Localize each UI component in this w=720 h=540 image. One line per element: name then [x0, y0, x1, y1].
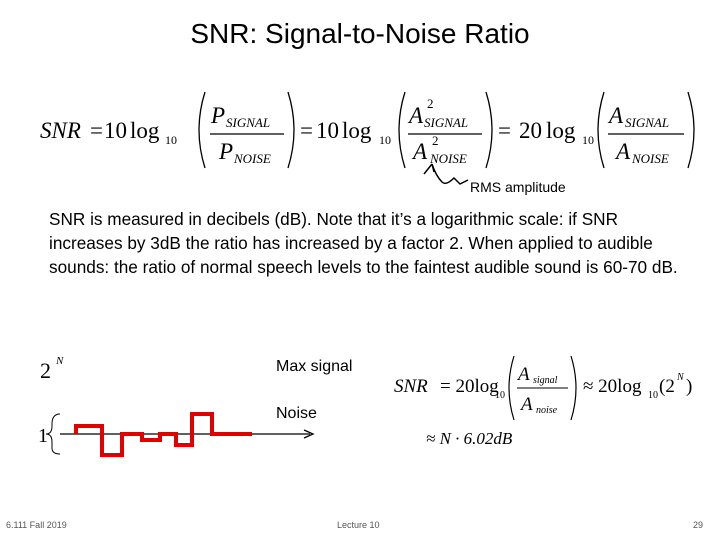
rms-amplitude-label: RMS amplitude — [470, 179, 566, 195]
a-noise-sq: 2 — [432, 133, 439, 148]
a-signal: A — [409, 103, 424, 128]
top-level-label: 2 — [40, 358, 51, 383]
paren-close-2 — [486, 92, 492, 168]
footer-lecture: Lecture 10 — [337, 520, 380, 530]
a-noise-sub: NOISE — [430, 151, 467, 166]
paren-open-1 — [199, 92, 205, 168]
paren-open-2 — [399, 92, 405, 168]
a-signal-sub-2: SIGNAL — [625, 115, 670, 130]
p-signal-sub: SIGNAL — [226, 115, 271, 130]
bits-pow-close: ) — [686, 376, 693, 397]
a-signal-sq: 2 — [427, 96, 434, 111]
a-signal-sub: SIGNAL — [424, 115, 469, 130]
rms-pointer-arrow — [420, 160, 470, 190]
a-noise-sub-2: NOISE — [632, 151, 669, 166]
bits-noise-sub: noise — [536, 405, 558, 416]
paren-close-3 — [688, 92, 694, 168]
formula-base-3: 10 — [582, 133, 594, 147]
snr-bits-formula — [390, 350, 715, 455]
noise-signal-trace — [76, 414, 252, 455]
p-noise: P — [219, 139, 234, 164]
footer-course: 6.111 Fall 2019 — [6, 520, 67, 530]
snr-formula — [0, 80, 720, 180]
bits-paren-close — [571, 356, 576, 420]
max-signal-label: Max signal — [276, 358, 353, 375]
p-noise-sub: NOISE — [234, 151, 271, 166]
bits-pow-exp: N — [677, 372, 684, 383]
paren-open-3 — [598, 92, 604, 168]
bits-approx-2: ≈ N · 6.02dB — [426, 429, 513, 448]
formula-lhs: SNR — [40, 118, 81, 143]
bits-pow-base: (2 — [659, 376, 675, 397]
body-paragraph: SNR is measured in decibels (dB). Note that it’s a logarithmic scale: if SNR increases by 3dB the ratio has increased by a factor 2. When applied to audible sounds: the ratio of normal speech levels to the faintest audible sound is 60-70 dB. — [49, 209, 678, 277]
paren-close-1 — [288, 92, 294, 168]
bits-a-signal: A — [518, 364, 530, 385]
p-signal: P — [211, 103, 226, 128]
formula-coef-2: 10 — [316, 118, 339, 143]
formula-base-1: 10 — [165, 133, 177, 147]
noise-brace — [46, 414, 60, 454]
formula-eq-1: = — [90, 118, 103, 143]
a-noise: A — [413, 139, 428, 164]
bits-signal-sub: signal — [533, 375, 558, 386]
noise-label: Noise — [276, 405, 317, 422]
bits-lhs: SNR — [394, 376, 428, 397]
formula-eq-3: = — [498, 118, 511, 143]
formula-coef-3: 20 — [519, 118, 542, 143]
bits-base: 10 — [495, 390, 505, 401]
bottom-level-label: 1 — [38, 425, 48, 447]
bits-approx-base: 10 — [648, 390, 658, 401]
formula-log-2: log — [342, 118, 372, 143]
bits-eq: = 20log — [440, 376, 499, 397]
formula-eq-2: = — [300, 118, 313, 143]
formula-coef-1: 10 — [104, 118, 127, 143]
bits-a-noise: A — [521, 394, 533, 415]
bits-approx: ≈ 20log — [583, 376, 642, 397]
bits-paren-open — [509, 356, 514, 420]
formula-base-2: 10 — [379, 133, 391, 147]
footer-page-number: 29 — [693, 520, 704, 530]
formula-log-3: log — [546, 118, 576, 143]
top-level-exp: N — [56, 355, 64, 367]
formula-log-1: log — [130, 118, 160, 143]
a-signal-2: A — [609, 103, 624, 128]
slide-title: SNR: Signal-to-Noise Ratio — [190, 18, 530, 49]
a-noise-2: A — [616, 139, 631, 164]
